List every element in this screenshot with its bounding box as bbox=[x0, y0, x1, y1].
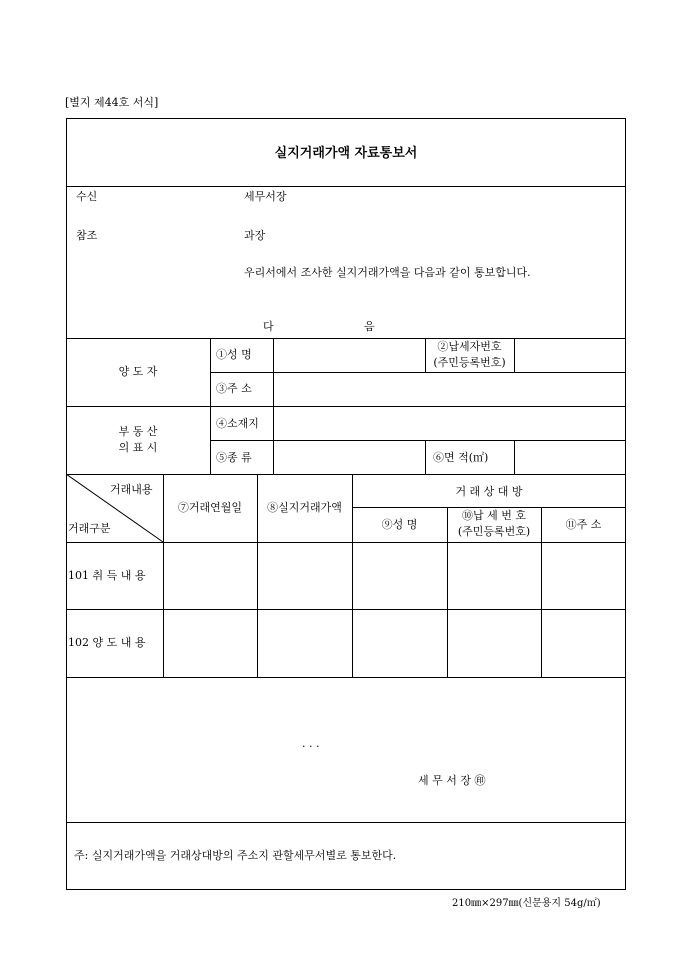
form-title: 실지거래가액 자료통보서 bbox=[274, 146, 418, 161]
vline-area-left bbox=[425, 440, 426, 474]
signature-line: 세 무 서 장 ㊞ bbox=[418, 774, 486, 787]
recipient-value: 세무서장 bbox=[244, 190, 287, 203]
taxid-label bbox=[425, 339, 514, 371]
reference-value: 과장 bbox=[244, 229, 266, 242]
line-below-title bbox=[66, 186, 626, 187]
line-below-row1 bbox=[66, 609, 626, 610]
property-label-line1: 부 동 산 bbox=[118, 425, 158, 438]
col-actual-price: ⑧실지거래가액 bbox=[267, 501, 342, 514]
col-trade-date: ⑦거래연월일 bbox=[177, 501, 243, 514]
col-party-taxid-line1: ⑩납 세 번 호 bbox=[462, 509, 526, 522]
paper-spec: 210㎜×297㎜(신문용지 54g/㎡) bbox=[452, 898, 601, 909]
vline-t3 bbox=[352, 474, 353, 677]
vline-fieldlabel-col bbox=[273, 338, 274, 474]
area-label: ⑥면 적(㎡) bbox=[433, 451, 489, 464]
line-below-transferor bbox=[66, 406, 626, 407]
taxid-label-line2: (주민등록번호) bbox=[433, 355, 506, 369]
line-below-intro bbox=[66, 338, 626, 339]
property-label-line2: 의 표 시 bbox=[118, 440, 158, 454]
label-reference: 참조 bbox=[76, 229, 98, 242]
vline-t5 bbox=[541, 507, 542, 677]
type-label: ⑤종 류 bbox=[216, 451, 252, 464]
location-label: ④소재지 bbox=[216, 417, 259, 430]
col-counterparty: 거 래 상 대 방 bbox=[455, 485, 523, 498]
address-label: ③주 소 bbox=[216, 382, 252, 395]
eum-text: 음 bbox=[364, 320, 375, 333]
intro-text: 우리서에서 조사한 실지거래가액을 다음과 같이 통보합니다. bbox=[244, 266, 531, 279]
da-text: 다 bbox=[263, 320, 274, 333]
form-label: [별지 제44호 서식] bbox=[65, 96, 159, 109]
vline-label-col bbox=[210, 338, 211, 474]
col-party-taxid bbox=[447, 508, 541, 540]
col-party-taxid-line2: (주민등록번호) bbox=[457, 524, 531, 538]
col-party-name: ⑨성 명 bbox=[381, 518, 418, 531]
row-transfer: 102 양 도 내 용 bbox=[68, 636, 146, 649]
row-acquisition: 101 취 득 내 용 bbox=[68, 569, 146, 582]
name-label: ①성 명 bbox=[216, 348, 252, 361]
note-text: 주: 실지거래가액을 거래상대방의 주소지 관할세무서별로 통보한다. bbox=[74, 849, 397, 862]
vline-area-right bbox=[514, 440, 515, 474]
transferor-label: 양 도 자 bbox=[118, 365, 158, 378]
line-above-note bbox=[66, 822, 626, 823]
property-label bbox=[66, 424, 210, 456]
taxid-label-line1: ②납세자번호 bbox=[437, 340, 502, 353]
diag-bottom-label: 거래구분 bbox=[68, 522, 111, 535]
line-below-row2 bbox=[66, 677, 626, 678]
col-party-address: ⑪주 소 bbox=[565, 518, 602, 531]
vline-taxid-right bbox=[514, 338, 515, 372]
date-dots: . . . bbox=[302, 737, 320, 750]
label-recipient: 수신 bbox=[76, 190, 98, 203]
diag-top-label: 거래내용 bbox=[110, 483, 153, 496]
